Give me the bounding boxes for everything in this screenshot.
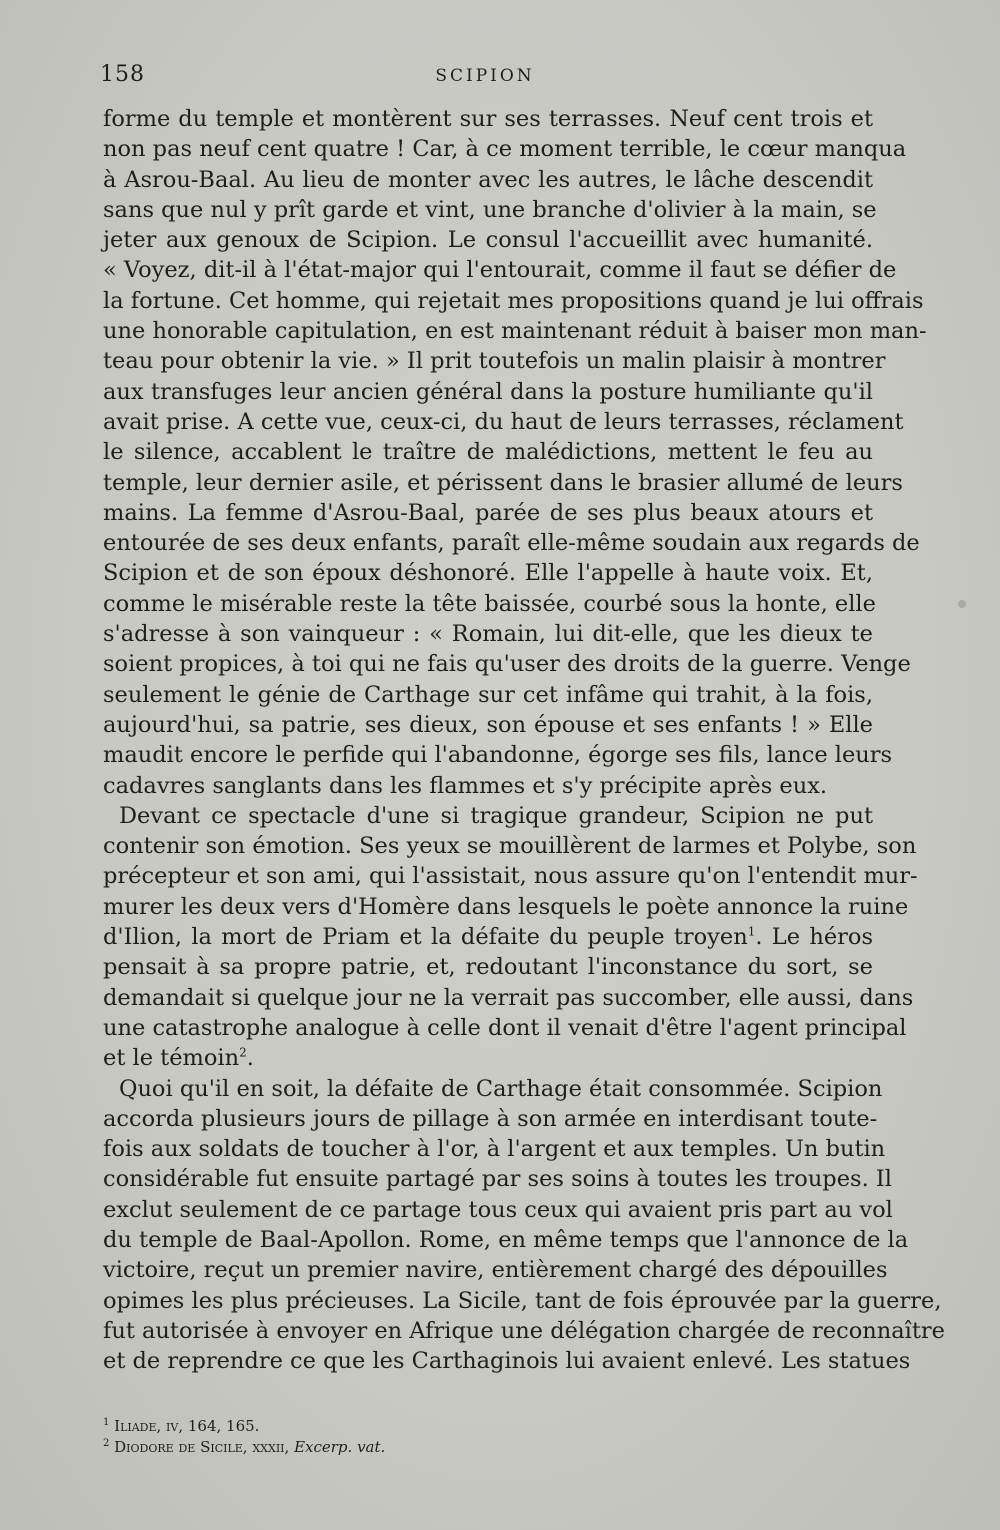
footnote-ref: 2 (239, 1045, 247, 1060)
page-number: 158 (100, 62, 145, 87)
footnotes (103, 1416, 873, 1458)
text-line: forme du temple et montèrent sur ses terrasses. Neuf cent trois et (103, 106, 873, 132)
text-line: fois aux soldats de toucher à l'or, à l'argent et aux temples. Un butin (103, 1136, 886, 1163)
text-line: exclut seulement de ce partage tous ceux qui avaient pris part au vol (103, 1196, 893, 1223)
page-header (100, 62, 870, 96)
text-line-part: et le témoin (103, 1045, 240, 1072)
footnote-2 (103, 1437, 873, 1458)
footnote-mark: 1 (103, 1417, 110, 1428)
text-line: contenir son émotion. Ses yeux se mouillèrent de larmes et Polybe, son (103, 833, 917, 860)
text-line: et de reprendre ce que les Carthaginois lui avaient enlevé. Les statues (103, 1348, 911, 1375)
text-line: teau pour obtenir la vie. » Il prit toutefois un malin plaisir à montrer (103, 348, 886, 375)
text-line: Devant ce spectacle d'une si tragique grandeur, Scipion ne put (119, 802, 873, 829)
footnote-mark: 2 (103, 1438, 110, 1449)
text-line: précepteur et son ami, qui l'assistait, nous assure qu'on l'entendit mur- (103, 863, 918, 890)
text-line: accorda plusieurs jours de pillage à son armée en interdisant toute- (103, 1105, 878, 1132)
text-line: demandait si quelque jour ne la verrait pas succomber, elle aussi, dans (103, 984, 914, 1011)
footnote-source: Diodore de Sicile, xxxii, (114, 1438, 290, 1456)
text-line: du temple de Baal-Apollon. Rome, en même temps que l'annonce de la (103, 1226, 909, 1253)
text-line: jeter aux genoux de Scipion. Le consul l'accueillit avec humanité. (103, 227, 873, 254)
text-line: non pas neuf cent quatre ! Car, à ce moment terrible, le cœur manqua (103, 136, 907, 163)
footnote-ref: 1 (747, 924, 756, 939)
text-line: victoire, reçut un premier navire, entièrement chargé des dépouilles (103, 1257, 888, 1284)
text-line: une honorable capitulation, en est maintenant réduit à baiser mon man- (103, 318, 927, 345)
text-line: mains. La femme d'Asrou-Baal, parée de ses plus beaux atours et (103, 499, 873, 526)
text-line-part: . Le héros (755, 924, 873, 951)
text-line-with-note: et le témoin$^2$. (103, 1045, 254, 1072)
text-line: temple, leur dernier asile, et périssent dans le brasier allumé de leurs (103, 469, 903, 496)
text-line: à Asrou-Baal. Au lieu de monter avec les autres, le lâche descendit (103, 166, 873, 193)
running-title: SCIPION (435, 66, 535, 86)
footnote-text: Iliade, iv, 164, 165. (114, 1417, 260, 1435)
paper-speck (958, 600, 966, 608)
text-line: Scipion et de son époux déshonoré. Elle l'appelle à haute voix. Et, (103, 560, 873, 587)
text-line: fut autorisée à envoyer en Afrique une délégation chargée de reconnaître (103, 1317, 945, 1344)
footnote-work: Excerp. vat. (294, 1438, 386, 1456)
text-line: sans que nul y prît garde et vint, une branche d'olivier à la main, se (103, 196, 877, 223)
text-line: soient propices, à toi qui ne fais qu'user des droits de la guerre. Venge (103, 651, 911, 678)
text-line: considérable fut ensuite partagé par ses soins à toutes les troupes. Il (103, 1166, 892, 1193)
text-line: « Voyez, dit-il à l'état-major qui l'entourait, comme il faut se défier de (103, 257, 897, 284)
body-text (103, 104, 945, 1376)
text-line: pensait à sa propre patrie, et, redoutant l'inconstance du sort, se (103, 954, 873, 981)
footnote-1 (103, 1416, 873, 1437)
text-line: maudit encore le perfide qui l'abandonne, égorge ses fils, lance leurs (103, 742, 893, 769)
text-line: une catastrophe analogue à celle dont il venait d'être l'agent principal (103, 1014, 907, 1041)
text-line: seulement le génie de Carthage sur cet infâme qui trahit, à la fois, (103, 681, 873, 708)
text-line: Quoi qu'il en soit, la défaite de Carthage était consommée. Scipion (119, 1075, 883, 1102)
text-line-with-note (103, 922, 873, 952)
text-line: aujourd'hui, sa patrie, ses dieux, son épouse et ses enfants ! » Elle (103, 711, 873, 738)
text-line: murer les deux vers d'Homère dans lesquels le poète annonce la ruine (103, 893, 909, 920)
text-line: la fortune. Cet homme, qui rejetait mes propositions quand je lui offrais (103, 287, 924, 314)
text-line: le silence, accablent le traître de malédictions, mettent le feu au (103, 439, 873, 466)
text-line: aux transfuges leur ancien général dans la posture humiliante qu'il (103, 378, 873, 405)
text-line: s'adresse à son vainqueur : « Romain, lui dit-elle, que les dieux te (103, 621, 873, 648)
text-line: comme le misérable reste la tête baissée, courbé sous la honte, elle (103, 590, 876, 617)
text-line-part: d'Ilion, la mort de Priam et la défaite du peuple troyen (103, 924, 748, 951)
text-line: cadavres sanglants dans les flammes et s'y précipite après eux. (103, 772, 828, 799)
text-line: opimes les plus précieuses. La Sicile, tant de fois éprouvée par la guerre, (103, 1287, 942, 1314)
text-line: entourée de ses deux enfants, paraît elle-même soudain aux regards de (103, 530, 920, 557)
text-line: avait prise. A cette vue, ceux-ci, du haut de leurs terrasses, réclament (103, 408, 904, 435)
